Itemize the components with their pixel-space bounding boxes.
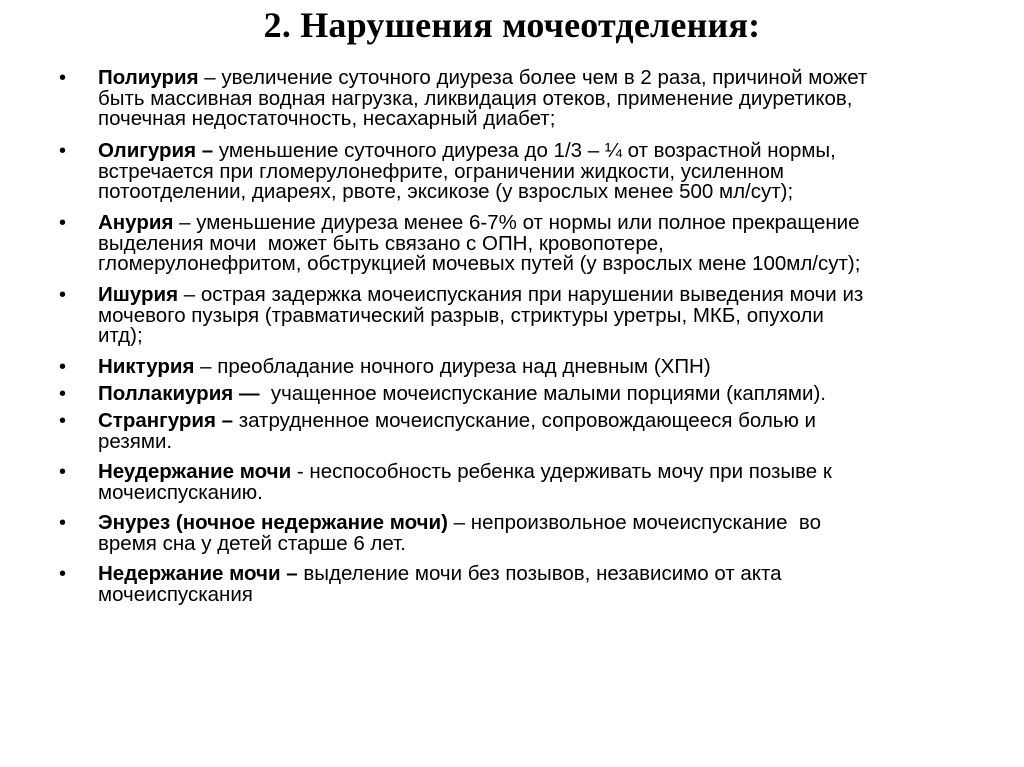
list-item-text: [98, 411, 998, 452]
term: Недержание мочи –: [98, 562, 298, 585]
term: Странгурия –: [98, 409, 234, 432]
bullet-icon: •: [59, 563, 67, 585]
term: Никтурия: [98, 355, 195, 378]
definition-line: – непроизвольное мочеиспускание во: [447, 511, 821, 534]
list-item-text: [98, 513, 998, 554]
definition-line: выделение мочи без позывов, независимо от акта: [297, 562, 782, 585]
list-item-text: [98, 213, 998, 275]
definition-line: – уменьшение диуреза менее 6-7% от нормы или полное прекращение: [173, 211, 860, 234]
definition-line: встречается при гломерулонефрите, ограничении жидкости, усиленном: [98, 159, 785, 183]
definition-line: – преобладание ночного диуреза над дневным (ХПН): [194, 355, 711, 378]
definition-line: – увеличение суточного диуреза более чем в 2 раза, причиной может: [198, 66, 868, 89]
bullet-icon: •: [59, 67, 67, 89]
list-item-text: [98, 384, 998, 405]
definition-line: затрудненное мочеиспускание, сопровождающееся болью и: [233, 409, 817, 432]
definition-line: - неспособность ребенка удерживать мочу при позыве к: [291, 460, 832, 483]
definition-line: потоотделении, диареях, рвоте, эксикозе (у взрослых менее 500 мл/сут);: [98, 180, 794, 203]
definition-line: гломерулонефритом, обструкцией мочевых путей (у взрослых мене 100мл/сут);: [98, 252, 861, 275]
bullet-icon: •: [59, 356, 67, 378]
term: Ишурия: [98, 283, 179, 306]
term: Полиурия: [98, 66, 199, 89]
definition-line: мочеиспусканию.: [98, 480, 263, 504]
term: Энурез (ночное недержание мочи): [98, 511, 448, 534]
bullet-icon: •: [59, 284, 67, 306]
definition-line: быть массивная водная нагрузка, ликвидация отеков, применение диуретиков,: [98, 86, 853, 110]
definition-line: мочеиспускания: [98, 582, 253, 606]
list-item-text: [98, 462, 998, 503]
definition-line: почечная недостаточность, несахарный диабет;: [98, 107, 556, 130]
list-item-text: [98, 141, 998, 203]
term: Анурия: [98, 211, 174, 234]
list-item-text: [98, 68, 998, 130]
definition-line: выделения мочи может быть связано с ОПН, кровопотере,: [98, 231, 664, 255]
bullet-icon: •: [59, 461, 67, 483]
list-item-text: [98, 357, 998, 378]
list-item-text: [98, 564, 998, 605]
definition-line: уменьшение суточного диуреза до 1/3 – ¼ от возрастной нормы,: [213, 139, 836, 162]
bullet-icon: •: [59, 410, 67, 432]
definition-line: итд);: [98, 324, 143, 347]
definition-line: резями.: [98, 429, 173, 453]
term: Олигурия –: [98, 139, 214, 162]
term: Неудержание мочи: [98, 460, 292, 483]
list-item-text: [98, 285, 998, 347]
definition-line: учащенное мочеиспускание малыми порциями (каплями).: [259, 382, 827, 405]
bullet-icon: •: [59, 383, 67, 405]
definition-line: мочевого пузыря (травматический разрыв, стриктуры уретры, МКБ, опухоли: [98, 303, 824, 327]
definition-line: – острая задержка мочеиспускания при нарушении выведения мочи из: [178, 283, 864, 306]
slide-title: 2. Нарушения мочеотделения:: [263, 5, 761, 45]
bullet-icon: •: [59, 512, 67, 534]
term: Поллакиурия —: [98, 382, 260, 405]
bullet-icon: •: [59, 140, 67, 162]
definition-line: время сна у детей старше 6 лет.: [98, 531, 406, 555]
bullet-icon: •: [59, 212, 67, 234]
